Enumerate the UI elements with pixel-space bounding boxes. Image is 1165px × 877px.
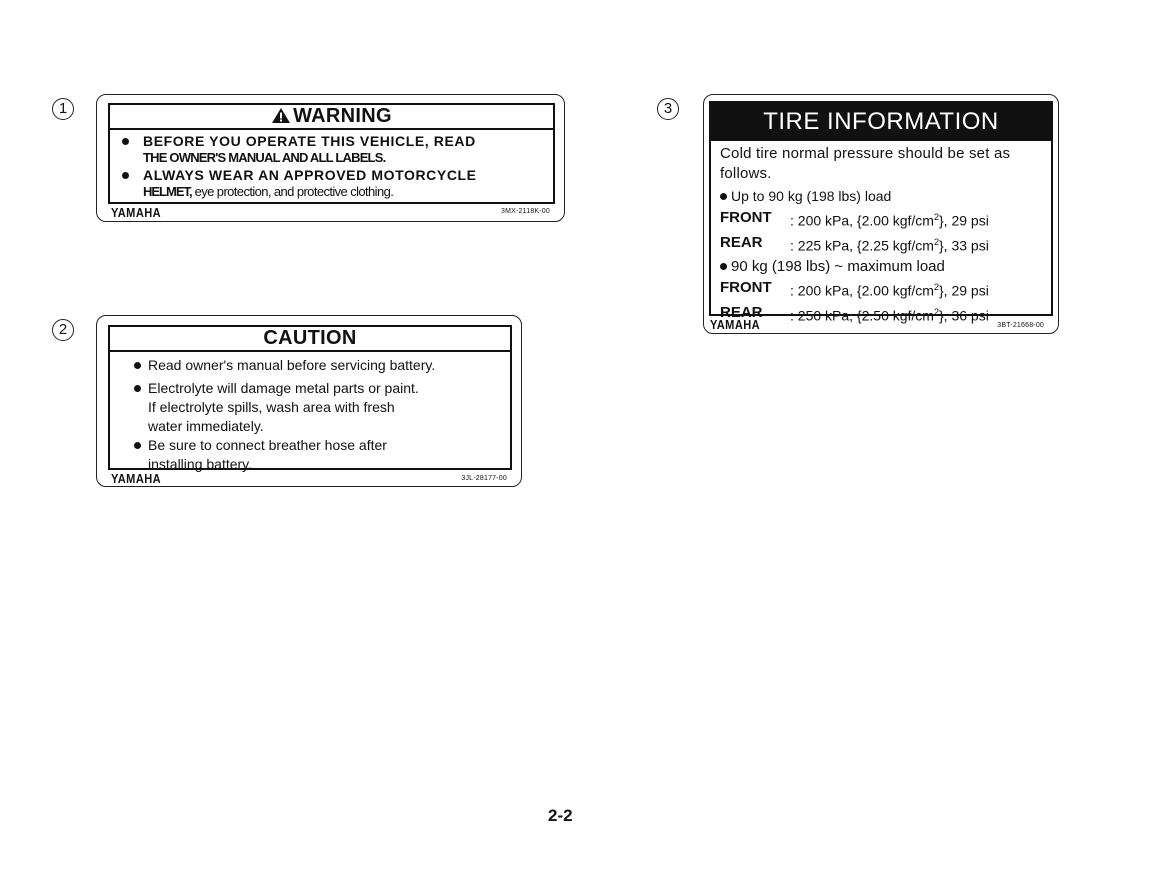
caution-label — [96, 315, 522, 487]
warning-label — [96, 94, 565, 222]
warning-item-1 — [122, 133, 553, 167]
brand-logo: YAMAHA — [111, 471, 162, 486]
tire-row-front-1 — [720, 207, 1051, 232]
tire-pressure-sup: 2 — [933, 306, 939, 317]
tire-info-title: TIRE INFORMATION — [711, 103, 1051, 141]
tire-pressure-pre: : 200 kPa, {2.00 kgf/cm — [790, 282, 934, 299]
tire-pressure-pre: : 250 kPa, {2.50 kgf/cm — [790, 307, 934, 324]
warning-title-text: WARNING — [293, 105, 392, 127]
page-number: 2-2 — [548, 806, 573, 825]
tire-pressure-sup: 2 — [933, 282, 939, 293]
tire-row-front-2 — [720, 277, 1051, 302]
bullet-icon — [122, 138, 129, 145]
warning-panel — [108, 103, 555, 204]
caution-title: CAUTION — [110, 327, 510, 352]
warning-triangle-icon — [271, 107, 291, 130]
tire-intro-line-2: follows. — [720, 165, 772, 182]
warning-item-1-cont: THE OWNER'S MANUAL AND ALL LABELS. — [143, 150, 386, 165]
tire-group-2-heading: 90 kg (198 lbs) ~ maximum load — [731, 258, 945, 276]
tire-group-1-heading: Up to 90 kg (198 lbs) load — [731, 188, 892, 204]
tire-position: FRONT — [720, 279, 772, 297]
warning-title — [110, 105, 553, 130]
caution-item-3-line-2: installing battery. — [148, 456, 253, 472]
bullet-icon — [122, 172, 129, 179]
brand-logo: YAMAHA — [111, 205, 162, 220]
tire-pressure-post: }, 36 psi — [939, 307, 989, 324]
label-number-3: 3 — [657, 98, 679, 120]
tire-row-rear-1 — [720, 232, 1051, 257]
tire-pressure-post: }, 29 psi — [939, 282, 989, 299]
bullet-icon — [720, 263, 727, 270]
brand-logo: YAMAHA — [710, 317, 761, 332]
label-code: 3BT-21668-00 — [997, 322, 1044, 329]
bullet-icon — [720, 193, 727, 200]
bullet-icon — [134, 442, 141, 449]
label-number-2: 2 — [52, 319, 74, 341]
caution-item-3-line-1: Be sure to connect breather hose after — [148, 437, 387, 453]
warning-item-2-cont: eye protection, and protective clothing. — [191, 184, 394, 199]
tire-position: REAR — [720, 303, 763, 321]
label-code: 3JL-28177-00 — [461, 475, 507, 482]
caution-item-2-line-1: Electrolyte will damage metal parts or paint. — [148, 380, 419, 396]
tire-pressure-pre: : 200 kPa, {2.00 kgf/cm — [790, 212, 934, 229]
bullet-icon — [134, 385, 141, 392]
tire-pressure-post: }, 33 psi — [939, 237, 989, 254]
caution-item-3 — [134, 436, 510, 474]
warning-item-2-helmet: HELMET, — [143, 184, 192, 199]
caution-panel — [108, 325, 512, 470]
caution-item-2 — [134, 379, 510, 436]
caution-item-2-line-2: If electrolyte spills, wash area with fresh — [148, 399, 395, 415]
tire-group-1 — [720, 186, 1051, 207]
tire-pressure-post: }, 29 psi — [939, 212, 989, 229]
label-number-1: 1 — [52, 98, 74, 120]
warning-item-1-caps: BEFORE YOU OPERATE THIS VEHICLE, READ — [143, 133, 476, 149]
tire-group-2 — [720, 256, 1051, 277]
tire-position: REAR — [720, 233, 763, 251]
tire-pressure-sup: 2 — [933, 236, 939, 247]
caution-item-1 — [134, 356, 510, 375]
caution-item-2-line-3: water immediately. — [148, 418, 264, 434]
warning-item-2-caps: ALWAYS WEAR AN APPROVED MOTORCYCLE — [143, 167, 477, 183]
tire-position: FRONT — [720, 209, 772, 226]
tire-intro-line-1: Cold tire normal pressure should be set as — [720, 145, 1011, 162]
caution-item-1-line-1: Read owner's manual before servicing battery. — [148, 357, 436, 373]
label-code: 3MX-2118K-00 — [501, 208, 550, 215]
tire-pressure-pre: : 225 kPa, {2.25 kgf/cm — [790, 237, 934, 254]
bullet-icon — [134, 362, 141, 369]
warning-item-2 — [122, 167, 553, 201]
tire-pressure-sup: 2 — [933, 212, 939, 222]
tire-info-panel — [709, 101, 1053, 324]
tire-info-label — [703, 94, 1059, 334]
